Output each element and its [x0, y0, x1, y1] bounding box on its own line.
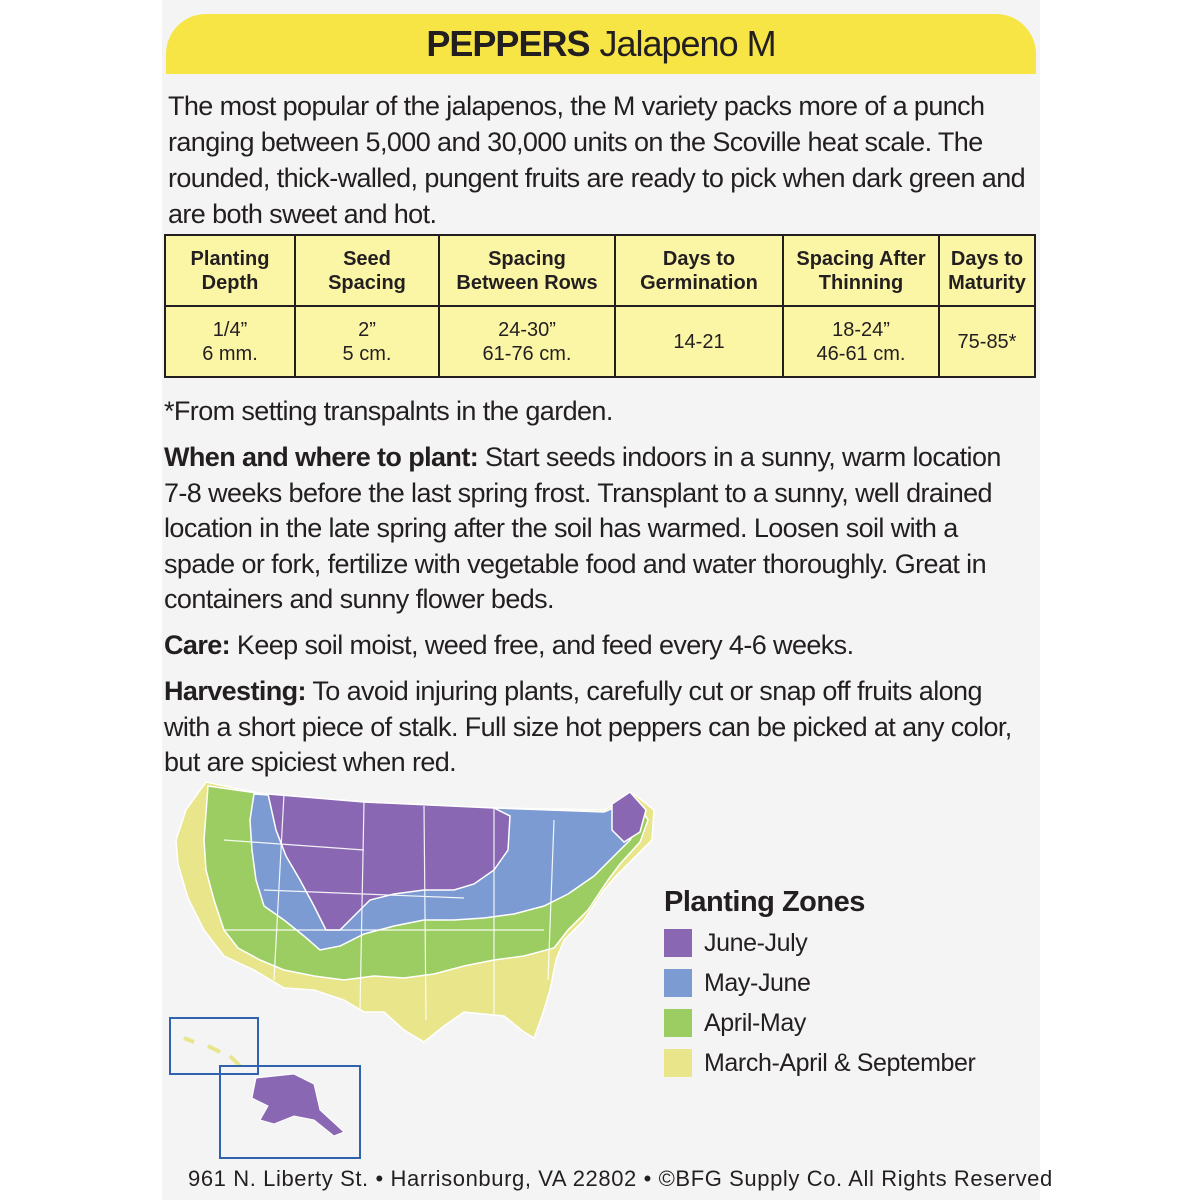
legend-item-march-april [664, 1043, 975, 1083]
intro-description: The most popular of the jalapenos, the M variety packs more of a punch ranging between 5,000 and 30,000 units on the Scoville heat scale. The rounded, thick-walled, pungent fruits are ready to pick when dark green and are both sweet and hot. [168, 91, 1026, 229]
header-thinning-spacing: Spacing After Thinning [783, 235, 939, 306]
company-footer: 961 N. Liberty St. • Harrisonburg, VA 22802 • ©BFG Supply Co. All Rights Reserved [188, 1166, 1053, 1191]
value-seed-spacing: 2” 5 cm. [295, 306, 439, 377]
legend-item-june-july [664, 923, 975, 963]
header-germination: Days to Germination [615, 235, 783, 306]
alaska-shape [252, 1074, 344, 1136]
title-category: PEPPERS [426, 23, 590, 64]
value-maturity: 75-85* [939, 306, 1035, 377]
seed-packet-card [162, 0, 1053, 1200]
swatch-april-may [664, 1009, 692, 1037]
swatch-march-april [664, 1049, 692, 1077]
care-label: Care: [164, 630, 231, 660]
value-germination: 14-21 [615, 306, 783, 377]
harvesting-section [164, 674, 1030, 781]
table-header-row [165, 235, 1035, 306]
header-planting-depth: Planting Depth [165, 235, 295, 306]
zone-legend [664, 886, 975, 1083]
legend-item-april-may [664, 1003, 975, 1043]
legend-label: May-June [704, 968, 811, 997]
swatch-may-june [664, 969, 692, 997]
value-thinning-spacing: 18-24” 46-61 cm. [783, 306, 939, 377]
when-where-text: Start seeds indoors in a sunny, warm location 7-8 weeks before the last spring frost. Transplant to a sunny, well drained location in the late spring after the soil has warmed. Loosen soil with a spade or fork, fertilize with vegetable food and water thoroughly. Great in containers and sunny flower beds. [164, 442, 1001, 614]
legend-label: June-July [704, 928, 808, 957]
legend-label: April-May [704, 1008, 806, 1037]
title-banner [166, 14, 1036, 74]
swatch-june-july [664, 929, 692, 957]
when-where-section [164, 440, 1030, 618]
planting-zone-map [164, 780, 664, 1160]
footnote: *From setting transpalnts in the garden. [164, 396, 613, 426]
legend-item-may-june [664, 963, 975, 1003]
us-map-graphic [164, 780, 664, 1160]
care-section [164, 628, 1030, 664]
value-planting-depth: 1/4” 6 mm. [165, 306, 295, 377]
value-row-spacing: 24-30” 61-76 cm. [439, 306, 615, 377]
header-row-spacing: Spacing Between Rows [439, 235, 615, 306]
harvesting-text: To avoid injuring plants, carefully cut or snap off fruits along with a short piece of stalk. Full size hot peppers can be picked at any color, but are spiciest when red. [164, 676, 1012, 777]
header-seed-spacing: Seed Spacing [295, 235, 439, 306]
legend-title: Planting Zones [664, 886, 865, 918]
growing-specs-table [164, 234, 1036, 378]
harvesting-label: Harvesting: [164, 676, 306, 706]
when-where-label: When and where to plant: [164, 442, 479, 472]
legend-label: March-April & September [704, 1048, 976, 1077]
care-text: Keep soil moist, weed free, and feed every 4-6 weeks. [230, 630, 854, 660]
header-maturity: Days to Maturity [939, 235, 1035, 306]
table-value-row [165, 306, 1035, 377]
title-variety: Jalapeno M [599, 23, 776, 64]
